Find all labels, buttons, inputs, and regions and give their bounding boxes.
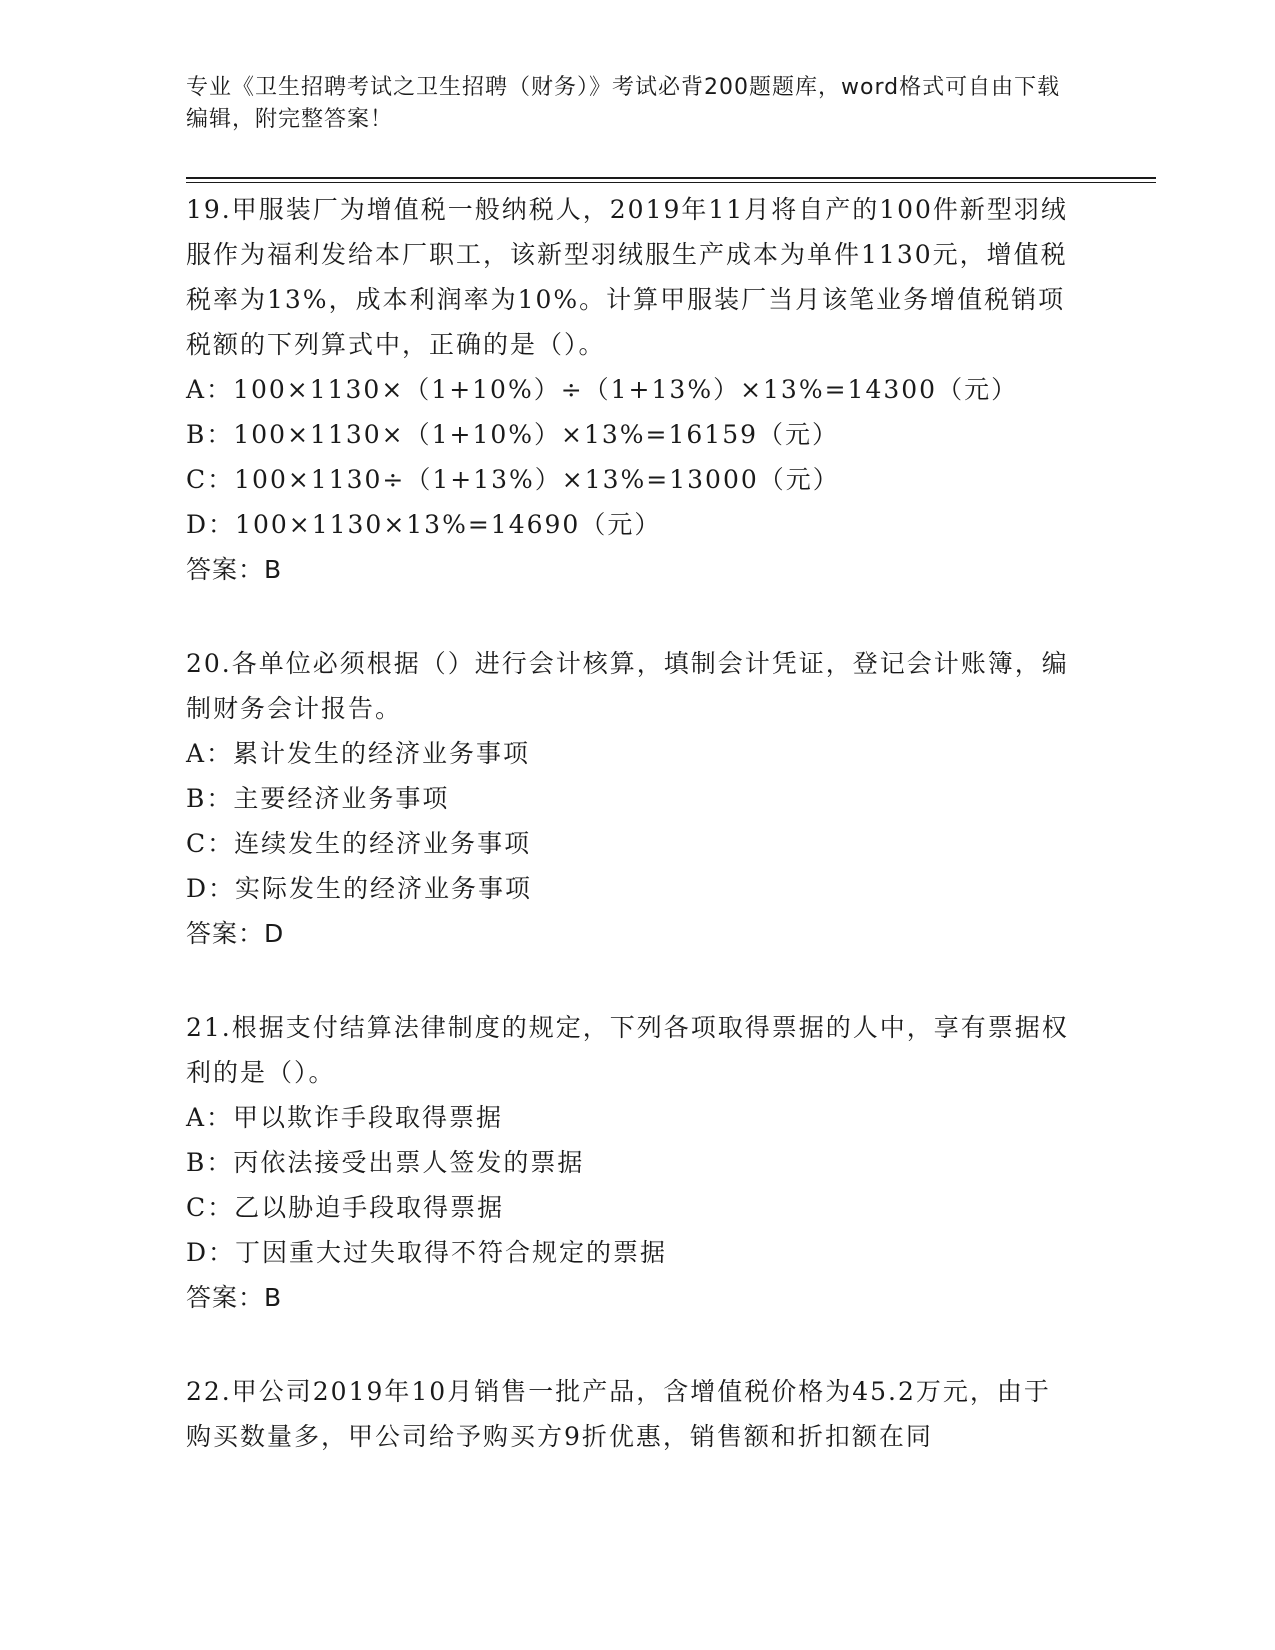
question-21 [186,1005,1076,1321]
option-b: B：丙依法接受出票人签发的票据 [186,1148,585,1177]
question-19 [186,187,1076,593]
option-d: D：实际发生的经济业务事项 [186,874,533,903]
question-text: 19.甲服装厂为增值税一般纳税人，2019年11月将自产的100件新型羽绒服作为福利发给本厂职工，该新型羽绒服生产成本为单件1130元，增值税税率为13%，成本利润率为10%。计算甲服装厂当月该笔业务增值税销项税额的下列算式中，正确的是（）。 [186,195,1068,359]
option-b: B：主要经济业务事项 [186,784,450,813]
answer: 答案：B [186,555,283,584]
header-text: 专业《卫生招聘考试之卫生招聘（财务）》考试必背200题题库，word格式可自由下载编辑，附完整答案！ [186,75,1061,132]
option-c: C：连续发生的经济业务事项 [186,829,532,858]
answer: 答案：D [186,919,285,948]
option-c: C：乙以胁迫手段取得票据 [186,1193,505,1222]
question-20 [186,641,1076,957]
question-22 [186,1369,1076,1459]
option-b: B：100×1130×（1+10%）×13%=16159（元） [186,420,840,449]
option-a: A：甲以欺诈手段取得票据 [186,1103,504,1132]
option-d: D：丁因重大过失取得不符合规定的票据 [186,1238,668,1267]
option-d: D：100×1130×13%=14690（元） [186,510,662,539]
answer: 答案：B [186,1283,283,1312]
header-divider-thick [186,177,1156,179]
question-list [186,187,1076,1507]
question-text: 21.根据支付结算法律制度的规定，下列各项取得票据的人中，享有票据权利的是（）。 [186,1013,1069,1087]
header-divider-thin [186,182,1156,183]
option-a: A：100×1130×（1+10%）÷（1+13%）×13%=14300（元） [186,375,1019,404]
question-text: 22.甲公司2019年10月销售一批产品，含增值税价格为45.2万元，由于购买数量多，甲公司给予购买方9折优惠，销售额和折扣额在同 [186,1377,1051,1451]
question-text: 20.各单位必须根据（）进行会计核算，填制会计凭证，登记会计账簿，编制财务会计报告。 [186,649,1069,723]
option-c: C：100×1130÷（1+13%）×13%=13000（元） [186,465,840,494]
document-header [186,72,1066,136]
option-a: A：累计发生的经济业务事项 [186,739,531,768]
